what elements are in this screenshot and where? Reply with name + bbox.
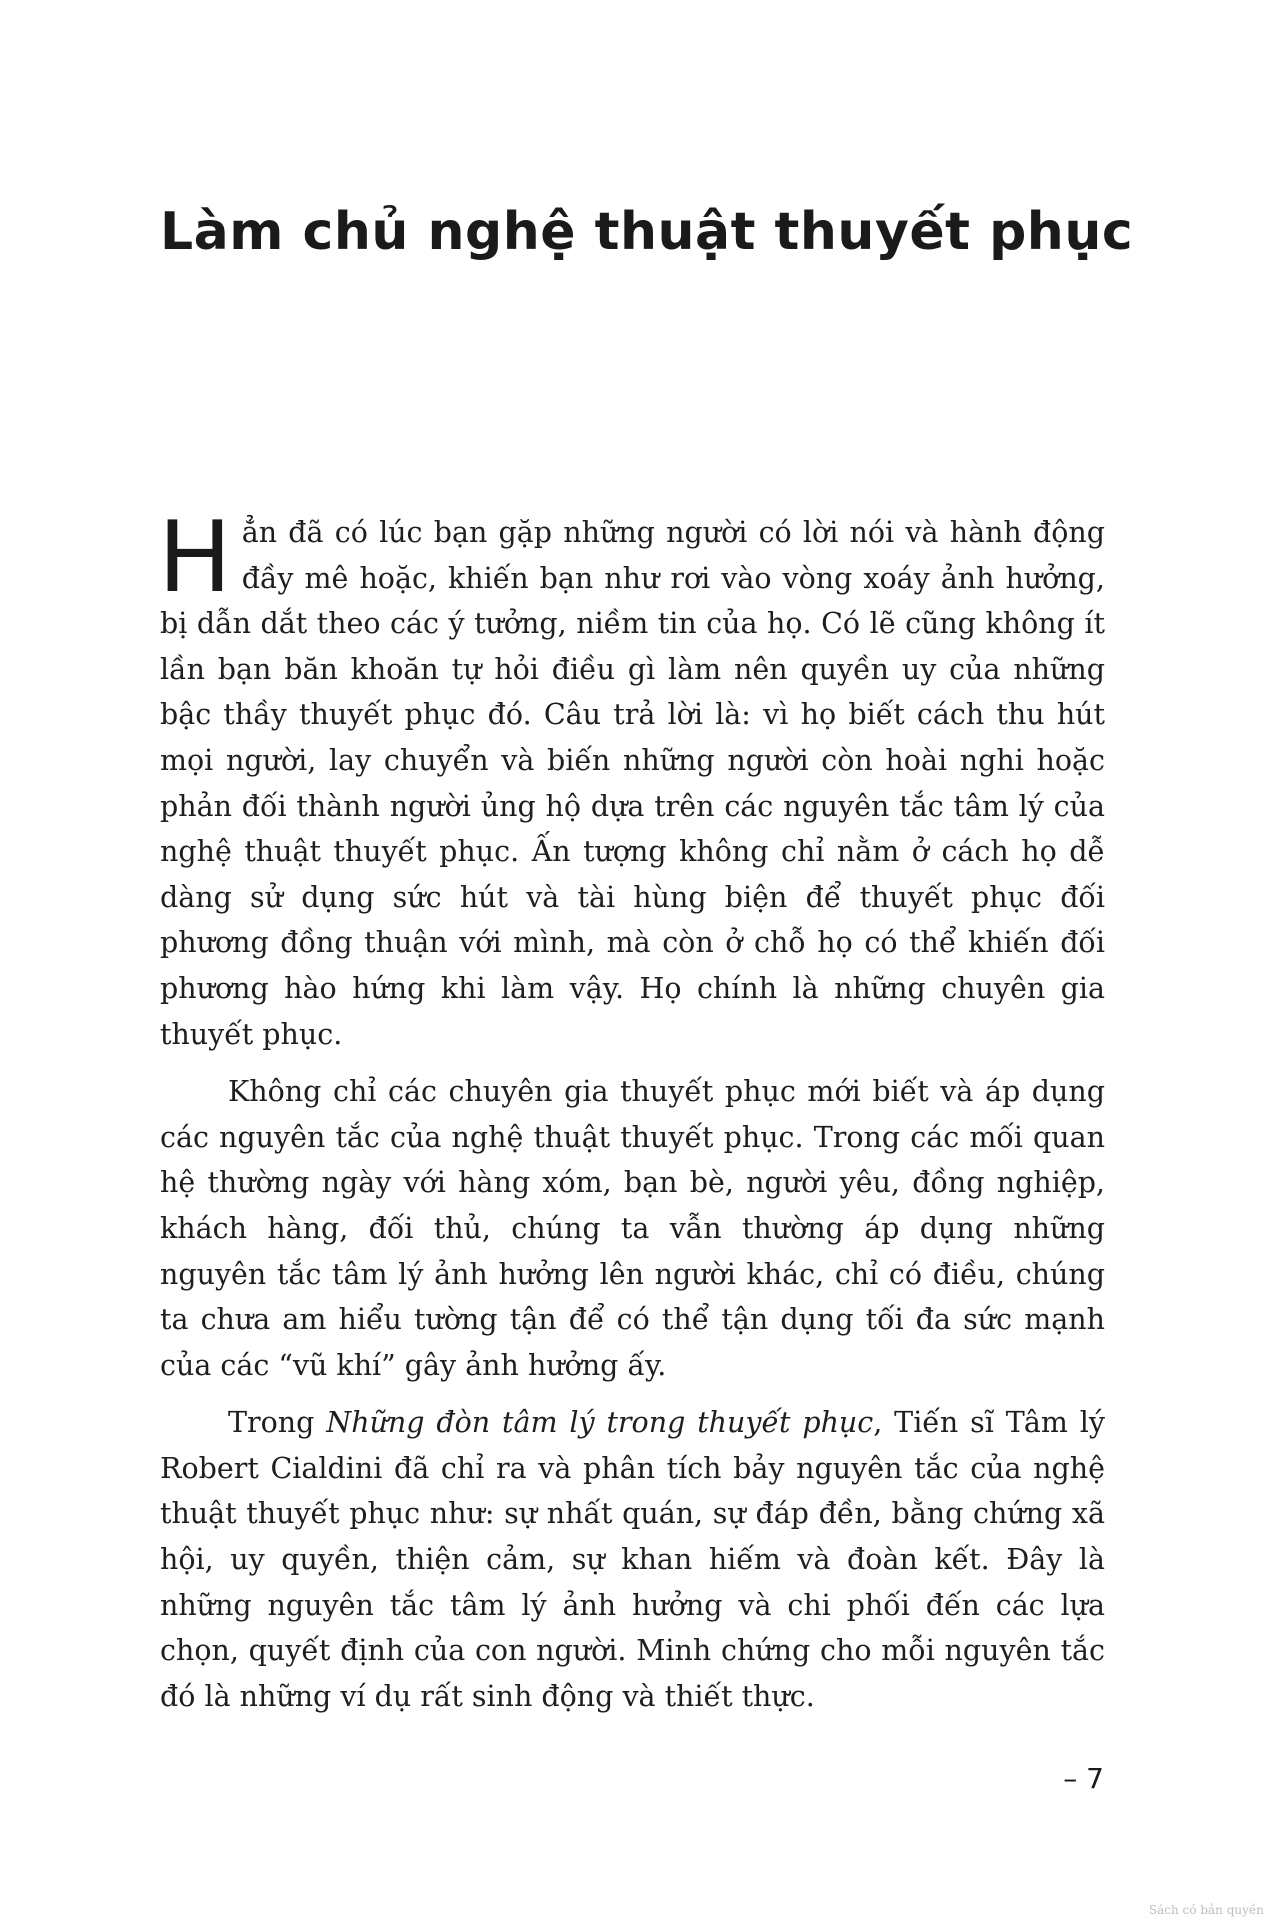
paragraph-3 (160, 1400, 1105, 1719)
page-number: – 7 (1063, 1762, 1104, 1795)
drop-cap: H (158, 501, 232, 615)
paragraph-3-rest: , Tiến sĩ Tâm lý Robert Cialdini đã chỉ ra và phân tích bảy nguyên tắc của nghệ thuật thuyết phục như: sự nhất quán, sự đáp đền, bằng chứng xã hội, uy quyền, thiện cảm, sự khan hiếm và đoàn kết. Đây là những nguyên tắc tâm lý ảnh hưởng và chi phối đến các lựa chọn, quyết định của con người. Minh chứng cho mỗi nguyên tắc đó là những ví dụ rất sinh động và thiết thực. (160, 1406, 1105, 1713)
paragraph-2: Không chỉ các chuyên gia thuyết phục mới biết và áp dụng các nguyên tắc của nghệ thuật thuyết phục. Trong các mối quan hệ thường ngày với hàng xóm, bạn bè, người yêu, đồng nghiệp, khách hàng, đối thủ, chúng ta vẫn thường áp dụng những nguyên tắc tâm lý ảnh hưởng lên người khác, chỉ có điều, chúng ta chưa am hiểu tường tận để có thể tận dụng tối đa sức mạnh của các “vũ khí” gây ảnh hưởng ấy. (160, 1075, 1105, 1382)
paragraph-1 (158, 501, 1105, 1057)
book-title: Những đòn tâm lý trong thuyết phục (326, 1406, 874, 1440)
paragraph-3-lead: Trong (228, 1406, 327, 1440)
copyright-watermark: Sách có bản quyền (1148, 1903, 1264, 1917)
body-text (158, 501, 1105, 1731)
page-title: Làm chủ nghệ thuật thuyết phục (160, 202, 1134, 262)
paragraph-1-text: ẳn đã có lúc bạn gặp những người có lời nói và hành động đầy mê hoặc, khiến bạn như rơi vào vòng xoáy ảnh hưởng, bị dẫn dắt theo các ý tưởng, niềm tin của họ. Có lẽ cũng không ít lần bạn băn khoăn tự hỏi điều gì làm nên quyền uy của những bậc thầy thuyết phục đó. Câu trả lời là: vì họ biết cách thu hút mọi người, lay chuyển và biến những người còn hoài nghi hoặc phản đối thành người ủng hộ dựa trên các nguyên tắc tâm lý của nghệ thuật thuyết phục. Ấn tượng không chỉ nằm ở cách họ dễ dàng sử dụng sức hút và tài hùng biện để thuyết phục đối phương đồng thuận với mình, mà còn ở chỗ họ có thể khiến đối phương hào hứng khi làm vậy. Họ chính là những chuyên gia thuyết phục. (160, 516, 1105, 1051)
